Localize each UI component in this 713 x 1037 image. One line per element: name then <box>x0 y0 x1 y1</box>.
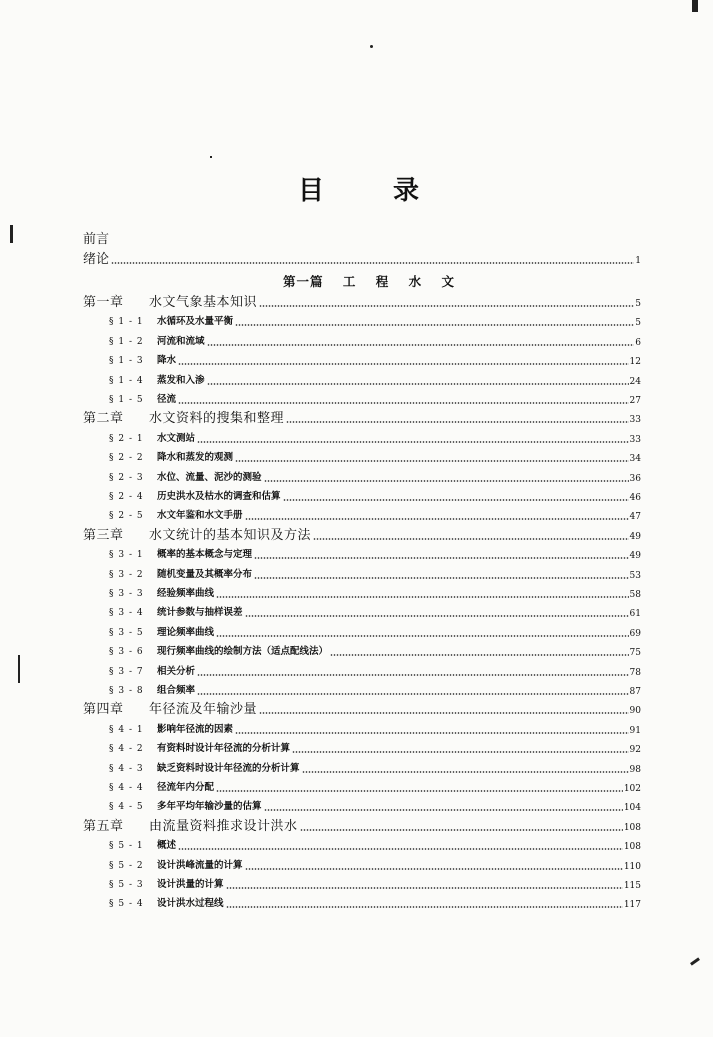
toc-section[interactable] <box>83 737 641 757</box>
section-title: 相关分析 <box>157 665 196 677</box>
section-title: 径流年内分配 <box>157 782 215 793</box>
toc-entry-label: 前言 <box>83 232 110 247</box>
chapter-title: 由流量资料推求设计洪水 <box>149 818 298 834</box>
section-title: 设计洪水过程线 <box>157 898 224 910</box>
dot-leader <box>245 518 629 520</box>
section-title: 统计参数与抽样误差 <box>157 607 243 619</box>
chapter-title: 水文资料的搜集和整理 <box>149 411 285 427</box>
toc-section[interactable] <box>83 660 641 680</box>
section-number: § 5 - 4 <box>109 899 144 910</box>
toc-page-number: 12 <box>629 357 641 368</box>
chapter-title: 水文气象基本知识 <box>149 295 258 310</box>
section-number: § 2 - 3 <box>109 472 144 483</box>
dot-leader <box>216 790 623 792</box>
section-number: § 4 - 2 <box>109 744 144 755</box>
section-number: § 5 - 1 <box>109 841 144 852</box>
dot-leader <box>330 654 629 656</box>
toc-page-number: 53 <box>629 570 641 581</box>
toc-section[interactable] <box>83 349 641 369</box>
section-title: 水循环及水量平衡 <box>157 316 234 328</box>
toc-page-number: 49 <box>629 531 641 542</box>
dot-leader <box>197 674 629 676</box>
section-number: § 3 - 2 <box>109 569 144 580</box>
toc-page-number: 46 <box>629 493 641 503</box>
toc-section[interactable] <box>83 621 641 641</box>
dot-leader <box>313 538 629 540</box>
toc-page-number: 91 <box>629 725 641 736</box>
toc-page-number: 6 <box>635 337 641 348</box>
section-number: § 1 - 3 <box>109 356 144 367</box>
chapter-number: 第二章 <box>83 411 124 427</box>
section-title: 水文年鉴和水文手册 <box>157 510 243 522</box>
section-title: 水文测站 <box>157 432 196 444</box>
section-number: § 3 - 3 <box>109 589 144 599</box>
toc-section[interactable] <box>83 466 641 486</box>
scan-speck <box>370 45 373 48</box>
section-number: § 3 - 8 <box>109 686 144 696</box>
section-title: 降水和蒸发的观测 <box>157 452 234 464</box>
toc-page-number: 98 <box>629 764 641 775</box>
dot-leader <box>178 848 623 850</box>
toc-page-number: 61 <box>629 609 641 620</box>
chapter-number: 第五章 <box>83 818 124 834</box>
toc-chapter-1[interactable] <box>83 291 641 311</box>
chapter-number: 第一章 <box>83 295 124 310</box>
toc-page-number: 75 <box>629 648 641 659</box>
dot-leader <box>283 499 629 501</box>
dot-leader <box>235 732 629 734</box>
section-number: § 1 - 2 <box>109 336 144 347</box>
dot-leader <box>264 809 623 811</box>
title-char-left: 目 <box>298 176 327 206</box>
section-title: 组合频率 <box>157 685 196 696</box>
toc-section[interactable] <box>83 582 641 602</box>
toc-entry-introduction[interactable] <box>83 248 641 268</box>
section-number: § 3 - 5 <box>109 627 144 638</box>
toc-chapter-label <box>83 295 257 311</box>
toc-entry-preface[interactable] <box>83 228 641 248</box>
chapter-title: 年径流及年输沙量 <box>149 702 258 718</box>
section-title: 蒸发和入渗 <box>157 374 205 386</box>
toc-chapter-2[interactable] <box>83 407 641 427</box>
toc-section[interactable] <box>83 718 641 738</box>
toc-section[interactable] <box>83 892 641 912</box>
section-title: 随机变量及其概率分布 <box>157 568 253 580</box>
toc-page-number: 117 <box>623 900 641 911</box>
section-number: § 1 - 1 <box>109 317 144 328</box>
toc-section[interactable] <box>83 873 641 893</box>
section-title: 水位、流量、泥沙的测验 <box>157 471 262 483</box>
section-title: 设计洪峰流量的计算 <box>157 859 243 871</box>
chapter-number: 第三章 <box>83 527 124 543</box>
toc-page-number: 27 <box>629 396 641 406</box>
section-number: § 2 - 5 <box>109 511 144 522</box>
section-title: 缺乏资料时设计年径流的分析计算 <box>157 762 300 774</box>
toc-chapter-4[interactable] <box>83 698 641 718</box>
toc-page-number: 108 <box>623 842 641 853</box>
dot-leader <box>216 635 629 637</box>
toc-page-number: 58 <box>629 590 641 600</box>
title-char-right: 录 <box>393 176 422 206</box>
section-number: § 5 - 3 <box>109 880 144 890</box>
dot-leader <box>235 324 634 326</box>
section-number: § 1 - 5 <box>109 395 144 405</box>
toc-page-number: 69 <box>629 628 641 639</box>
toc-page-number: 104 <box>623 803 641 814</box>
section-number: § 3 - 7 <box>109 666 144 677</box>
section-title: 概率的基本概念与定理 <box>157 549 253 561</box>
toc-chapter-label <box>83 819 298 835</box>
toc-section[interactable] <box>83 563 641 583</box>
dot-leader <box>245 868 623 870</box>
section-number: § 3 - 1 <box>109 550 144 561</box>
dot-leader <box>178 402 629 404</box>
section-number: § 1 - 4 <box>109 375 144 386</box>
toc-section[interactable] <box>83 601 641 621</box>
toc-page-number: 87 <box>629 687 641 697</box>
dot-leader <box>300 829 623 831</box>
section-title: 有资料时设计年径流的分析计算 <box>157 743 291 755</box>
toc-section[interactable] <box>83 427 641 447</box>
toc-section[interactable] <box>83 504 641 524</box>
dot-leader <box>302 771 629 773</box>
scan-edge-mark <box>10 225 13 243</box>
toc-section[interactable] <box>83 640 641 660</box>
section-number: § 5 - 2 <box>109 860 144 871</box>
section-title: 河流和流域 <box>157 335 205 347</box>
toc-chapter-label <box>83 411 284 427</box>
toc-entry-label: 绪论 <box>83 252 110 267</box>
section-number: § 4 - 4 <box>109 783 144 793</box>
dot-leader <box>245 615 629 617</box>
section-number: § 3 - 6 <box>109 647 144 658</box>
toc-section[interactable] <box>83 776 641 796</box>
dot-leader <box>235 460 629 462</box>
scan-edge-mark <box>18 655 20 683</box>
section-number: § 4 - 3 <box>109 763 144 774</box>
toc-page-number: 90 <box>629 706 641 717</box>
toc-section[interactable] <box>83 310 641 330</box>
toc-section[interactable] <box>83 330 641 350</box>
dot-leader <box>111 262 634 264</box>
toc-page-number: 115 <box>623 881 641 891</box>
section-title: 影响年径流的因素 <box>157 723 234 735</box>
toc-section[interactable] <box>83 543 641 563</box>
toc-page-number: 36 <box>629 473 641 484</box>
section-number: § 2 - 1 <box>109 433 144 444</box>
dot-leader <box>207 383 629 385</box>
toc-chapter-label <box>83 702 257 718</box>
section-number: § 4 - 1 <box>109 724 144 735</box>
part-word: 程 <box>375 274 390 289</box>
toc-page-number: 24 <box>629 376 641 387</box>
dot-leader <box>292 751 629 753</box>
section-title: 经验频率曲线 <box>157 588 215 599</box>
scan-edge-mark <box>690 957 700 965</box>
toc-chapter-5[interactable] <box>83 815 641 835</box>
section-title: 径流 <box>157 394 177 405</box>
toc-page-number: 92 <box>629 745 641 756</box>
dot-leader <box>226 906 623 908</box>
toc-section[interactable] <box>83 757 641 777</box>
toc-section[interactable] <box>83 679 641 699</box>
toc-section[interactable] <box>83 834 641 854</box>
toc-page-number: 102 <box>623 784 641 794</box>
section-title: 理论频率曲线 <box>157 626 215 638</box>
dot-leader <box>178 363 629 365</box>
section-title: 现行频率曲线的绘制方法（适点配线法） <box>157 646 329 658</box>
section-title: 降水 <box>157 355 177 367</box>
toc-chapter-3[interactable] <box>83 524 641 544</box>
toc-page-number: 47 <box>629 512 641 523</box>
toc-page-number: 1 <box>635 256 641 266</box>
toc-page-number: 33 <box>629 434 641 445</box>
section-title: 历史洪水及枯水的调查和估算 <box>157 491 281 502</box>
scan-speck <box>210 156 212 158</box>
section-title: 概述 <box>157 840 177 852</box>
dot-leader <box>259 712 629 714</box>
toc-section[interactable] <box>83 854 641 874</box>
part-heading <box>283 272 483 290</box>
part-label: 第一篇 <box>283 274 324 289</box>
dot-leader <box>254 577 629 579</box>
section-title: 设计洪量的计算 <box>157 879 224 890</box>
toc-section[interactable] <box>83 369 641 389</box>
part-word: 工 <box>342 274 357 289</box>
toc-page-number: 49 <box>629 551 641 562</box>
section-number: § 3 - 4 <box>109 608 144 619</box>
dot-leader <box>226 887 623 889</box>
dot-leader <box>216 596 629 598</box>
toc-page-number: 34 <box>629 454 641 465</box>
dot-leader <box>286 421 629 423</box>
section-number: § 4 - 5 <box>109 802 144 813</box>
section-number: § 2 - 4 <box>109 492 144 502</box>
toc-page-number: 5 <box>635 318 641 329</box>
part-word: 文 <box>441 274 456 289</box>
chapter-title: 水文统计的基本知识及方法 <box>149 527 312 543</box>
dot-leader <box>254 557 629 559</box>
toc-page-number: 110 <box>623 861 641 872</box>
section-number: § 2 - 2 <box>109 453 144 464</box>
toc-page-number: 33 <box>629 415 641 426</box>
toc-page-number: 78 <box>629 667 641 678</box>
section-title: 多年平均年输沙量的估算 <box>157 801 262 813</box>
toc-page-number: 108 <box>623 822 641 833</box>
toc-section[interactable] <box>83 388 641 408</box>
toc-section[interactable] <box>83 795 641 815</box>
toc-page-number: 5 <box>635 299 641 309</box>
dot-leader <box>207 344 635 346</box>
dot-leader <box>259 305 634 307</box>
chapter-number: 第四章 <box>83 702 124 718</box>
toc-chapter-label <box>83 528 311 544</box>
dot-leader <box>264 480 629 482</box>
toc-section[interactable] <box>83 446 641 466</box>
dot-leader <box>197 693 629 695</box>
toc-section[interactable] <box>83 485 641 505</box>
scan-edge-mark <box>692 0 698 12</box>
part-word: 水 <box>408 274 423 289</box>
dot-leader <box>197 441 629 443</box>
